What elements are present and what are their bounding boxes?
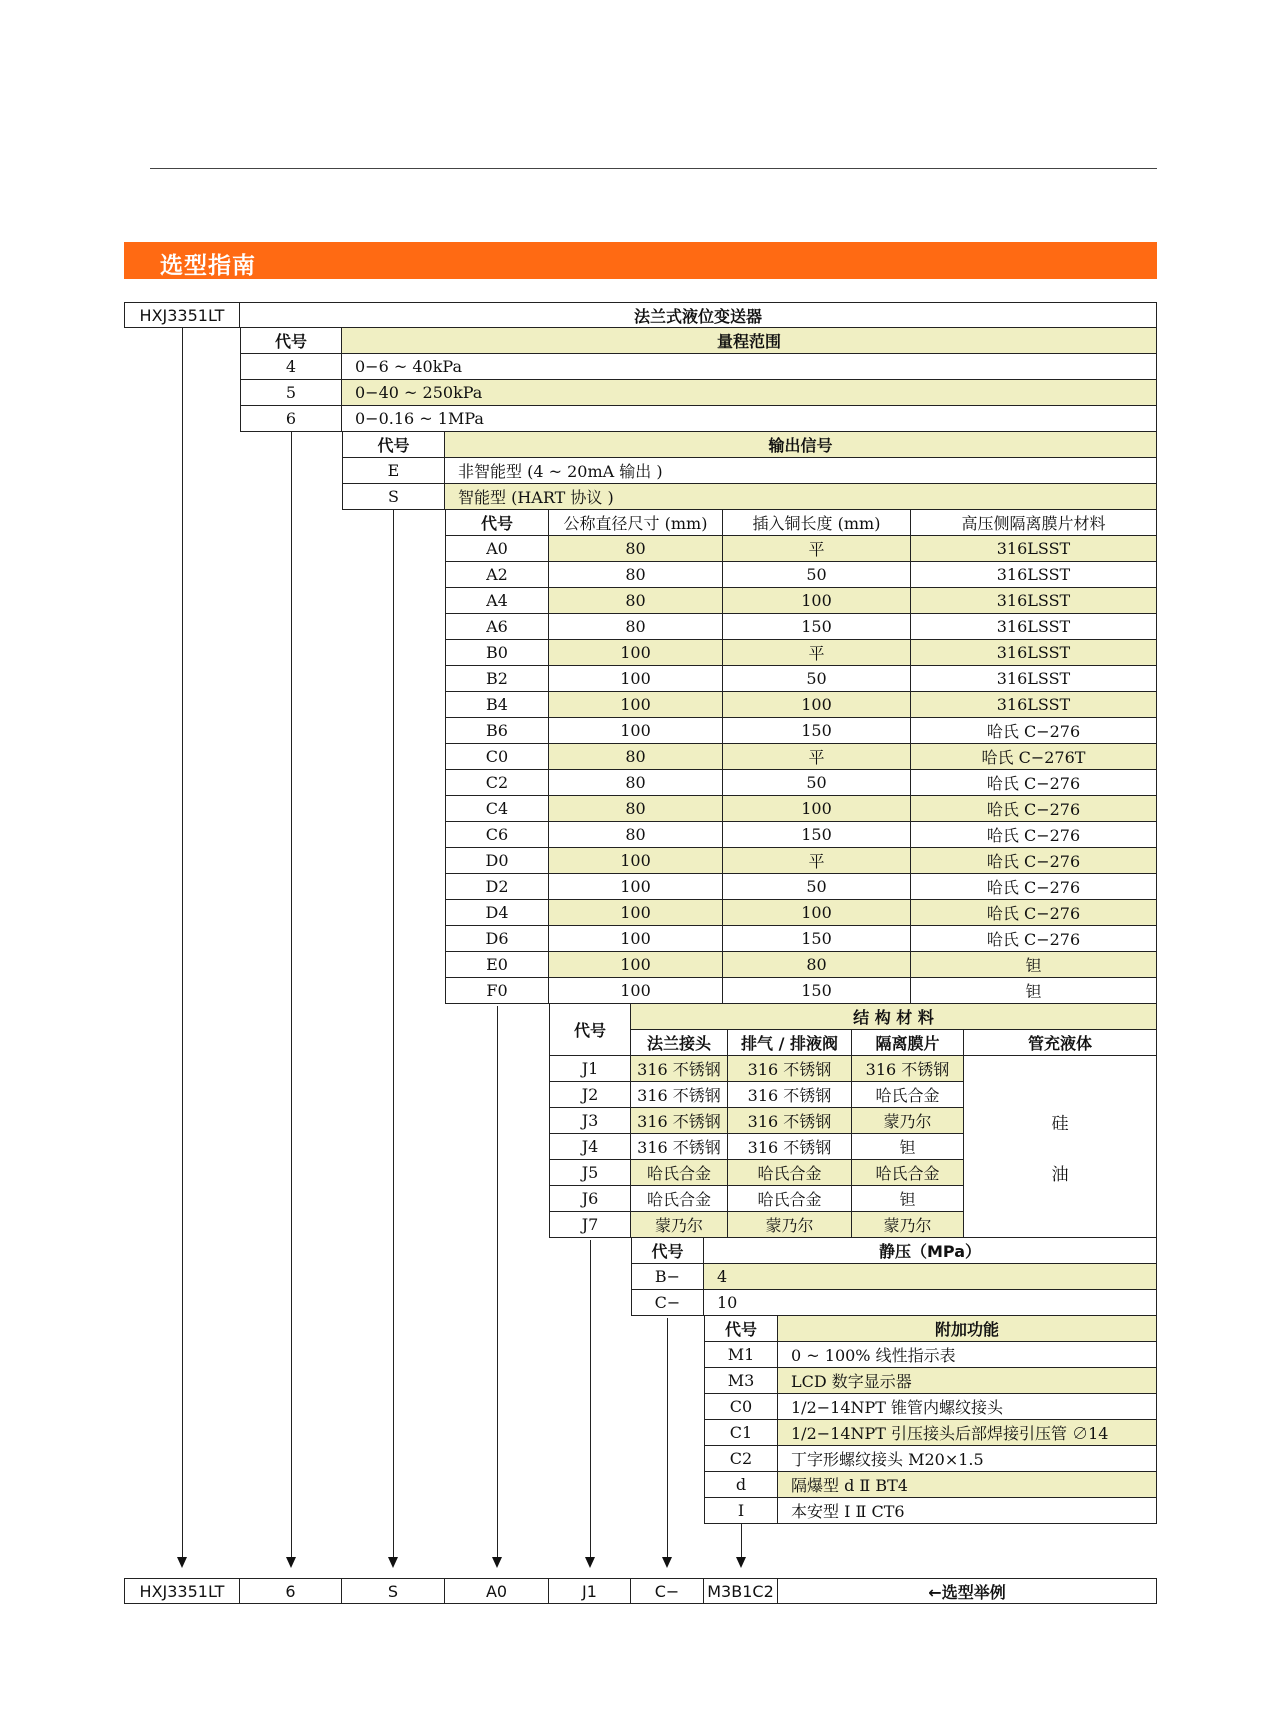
extra-header: 附加功能 xyxy=(778,1316,1157,1342)
extra-text: 1/2−14NPT 引压接头后部焊接引压管 ∅14 xyxy=(778,1420,1157,1446)
extra-text: 隔爆型 d Ⅱ BT4 xyxy=(778,1472,1157,1498)
extra-text: 0 ~ 100% 线性指示表 xyxy=(778,1342,1157,1368)
material-cell: 钽 xyxy=(852,1186,964,1212)
extra-code: M3 xyxy=(704,1368,778,1394)
example-part: J1 xyxy=(549,1578,631,1604)
output-text: 非智能型 (4 ~ 20mA 输出 ) xyxy=(445,458,1157,484)
flange-cell: 100 xyxy=(723,900,911,926)
pressure-code-header: 代号 xyxy=(631,1238,704,1264)
material-code: J4 xyxy=(549,1134,631,1160)
flange-header-1: 公称直径尺寸 (mm) xyxy=(549,510,723,536)
arrow-down-icon xyxy=(286,1557,296,1568)
flange-cell: 哈氏 C−276 xyxy=(911,874,1157,900)
flange-cell: 100 xyxy=(549,952,723,978)
flange-code: C6 xyxy=(445,822,549,848)
material-subheader-0: 法兰接头 xyxy=(631,1030,728,1056)
flange-cell: 150 xyxy=(723,978,911,1004)
example-part: HXJ3351LT xyxy=(124,1578,240,1604)
output-code: E xyxy=(342,458,445,484)
flange-code: B0 xyxy=(445,640,549,666)
flange-code: B6 xyxy=(445,718,549,744)
example-note: ←选型举例 xyxy=(778,1578,1157,1604)
extra-text: LCD 数字显示器 xyxy=(778,1368,1157,1394)
arrow-down-icon xyxy=(388,1557,398,1568)
material-cell: 316 不锈钢 xyxy=(728,1134,852,1160)
flange-cell: 316LSST xyxy=(911,666,1157,692)
flange-cell: 平 xyxy=(723,536,911,562)
flange-cell: 哈氏 C−276T xyxy=(911,744,1157,770)
fill-liquid-text: 硅 xyxy=(1051,1113,1069,1134)
flange-cell: 哈氏 C−276 xyxy=(911,718,1157,744)
section-title: 选型指南 xyxy=(160,253,256,279)
product-name: 法兰式液位变送器 xyxy=(240,302,1157,328)
flange-code: A6 xyxy=(445,614,549,640)
flange-cell: 80 xyxy=(549,822,723,848)
example-part: M3B1C2 xyxy=(704,1578,778,1604)
flange-cell: 100 xyxy=(549,640,723,666)
material-cell: 蒙乃尔 xyxy=(631,1212,728,1238)
flange-cell: 50 xyxy=(723,770,911,796)
flange-cell: 80 xyxy=(549,614,723,640)
range-code: 5 xyxy=(240,380,342,406)
flange-cell: 80 xyxy=(549,770,723,796)
flange-cell: 100 xyxy=(549,874,723,900)
range-code: 6 xyxy=(240,406,342,432)
flange-cell: 哈氏 C−276 xyxy=(911,900,1157,926)
pressure-code: C− xyxy=(631,1290,704,1316)
material-cell: 蒙乃尔 xyxy=(852,1108,964,1134)
flange-cell: 316LSST xyxy=(911,562,1157,588)
extra-connector xyxy=(741,1524,742,1558)
material-cell: 哈氏合金 xyxy=(852,1160,964,1186)
flange-code: D2 xyxy=(445,874,549,900)
extra-code-header: 代号 xyxy=(704,1316,778,1342)
flange-connector xyxy=(497,1006,498,1558)
flange-cell: 100 xyxy=(549,978,723,1004)
material-code: J7 xyxy=(549,1212,631,1238)
example-part: S xyxy=(342,1578,445,1604)
flange-cell: 316LSST xyxy=(911,640,1157,666)
arrow-down-icon xyxy=(662,1557,672,1568)
arrow-down-icon xyxy=(177,1557,187,1568)
material-subheader-1: 排气 / 排液阀 xyxy=(728,1030,852,1056)
extra-text: 丁字形螺纹接头 M20×1.5 xyxy=(778,1446,1157,1472)
flange-cell: 80 xyxy=(549,588,723,614)
flange-cell: 316LSST xyxy=(911,536,1157,562)
arrow-down-icon xyxy=(736,1557,746,1568)
flange-cell: 80 xyxy=(549,744,723,770)
flange-cell: 316LSST xyxy=(911,588,1157,614)
flange-code: A0 xyxy=(445,536,549,562)
flange-cell: 哈氏 C−276 xyxy=(911,848,1157,874)
material-cell: 哈氏合金 xyxy=(728,1186,852,1212)
flange-cell: 钽 xyxy=(911,978,1157,1004)
flange-code: F0 xyxy=(445,978,549,1004)
model-connector xyxy=(182,328,183,1558)
material-cell: 蒙乃尔 xyxy=(728,1212,852,1238)
output-text: 智能型 (HART 协议 ) xyxy=(445,484,1157,510)
extra-code: d xyxy=(704,1472,778,1498)
material-cell: 哈氏合金 xyxy=(631,1160,728,1186)
flange-code: C4 xyxy=(445,796,549,822)
pressure-text: 4 xyxy=(704,1264,1157,1290)
range-text: 0−40 ~ 250kPa xyxy=(342,380,1157,406)
material-cell: 316 不锈钢 xyxy=(631,1082,728,1108)
arrow-down-icon xyxy=(585,1557,595,1568)
flange-code: E0 xyxy=(445,952,549,978)
material-cell: 钽 xyxy=(852,1134,964,1160)
flange-cell: 哈氏 C−276 xyxy=(911,770,1157,796)
range-text: 0−6 ~ 40kPa xyxy=(342,354,1157,380)
material-connector xyxy=(590,1240,591,1558)
flange-cell: 50 xyxy=(723,874,911,900)
material-subheader-3: 管充液体 xyxy=(964,1030,1157,1056)
flange-cell: 100 xyxy=(549,666,723,692)
flange-cell: 100 xyxy=(723,692,911,718)
flange-cell: 50 xyxy=(723,562,911,588)
flange-code: D0 xyxy=(445,848,549,874)
range-code: 4 xyxy=(240,354,342,380)
flange-cell: 150 xyxy=(723,718,911,744)
flange-code: C2 xyxy=(445,770,549,796)
flange-cell: 150 xyxy=(723,822,911,848)
example-part: C− xyxy=(631,1578,704,1604)
flange-cell: 平 xyxy=(723,744,911,770)
flange-cell: 平 xyxy=(723,848,911,874)
extra-code: C2 xyxy=(704,1446,778,1472)
output-code-header: 代号 xyxy=(342,432,445,458)
pressure-connector xyxy=(667,1318,668,1558)
material-cell: 哈氏合金 xyxy=(728,1160,852,1186)
material-code: J1 xyxy=(549,1056,631,1082)
flange-cell: 100 xyxy=(723,796,911,822)
material-cell: 316 不锈钢 xyxy=(728,1108,852,1134)
pressure-code: B− xyxy=(631,1264,704,1290)
example-part: A0 xyxy=(445,1578,549,1604)
extra-code: C0 xyxy=(704,1394,778,1420)
range-header: 量程范围 xyxy=(342,328,1157,354)
flange-header-2: 插入铜长度 (mm) xyxy=(723,510,911,536)
flange-cell: 150 xyxy=(723,926,911,952)
material-cell: 316 不锈钢 xyxy=(728,1056,852,1082)
top-rule xyxy=(150,168,1157,169)
example-part: 6 xyxy=(240,1578,342,1604)
flange-cell: 哈氏 C−276 xyxy=(911,926,1157,952)
material-cell: 蒙乃尔 xyxy=(852,1212,964,1238)
flange-cell: 80 xyxy=(549,796,723,822)
flange-code: C0 xyxy=(445,744,549,770)
flange-cell: 钽 xyxy=(911,952,1157,978)
material-cell: 哈氏合金 xyxy=(852,1082,964,1108)
material-cell: 316 不锈钢 xyxy=(631,1134,728,1160)
flange-cell: 100 xyxy=(549,718,723,744)
flange-code: B4 xyxy=(445,692,549,718)
flange-cell: 哈氏 C−276 xyxy=(911,796,1157,822)
flange-cell: 100 xyxy=(549,900,723,926)
material-code: J5 xyxy=(549,1160,631,1186)
model-code: HXJ3351LT xyxy=(124,302,240,328)
extra-text: 本安型 Ⅰ Ⅱ CT6 xyxy=(778,1498,1157,1524)
material-cell: 316 不锈钢 xyxy=(631,1056,728,1082)
flange-cell: 80 xyxy=(723,952,911,978)
flange-code: B2 xyxy=(445,666,549,692)
material-header: 结 构 材 料 xyxy=(631,1004,1157,1030)
material-cell: 316 不锈钢 xyxy=(631,1108,728,1134)
flange-cell: 平 xyxy=(723,640,911,666)
material-cell: 316 不锈钢 xyxy=(852,1056,964,1082)
arrow-down-icon xyxy=(492,1557,502,1568)
extra-text: 1/2−14NPT 锥管内螺纹接头 xyxy=(778,1394,1157,1420)
extra-code: M1 xyxy=(704,1342,778,1368)
flange-header-3: 高压侧隔离膜片材料 xyxy=(911,510,1157,536)
pressure-text: 10 xyxy=(704,1290,1157,1316)
flange-code: D4 xyxy=(445,900,549,926)
extra-code: C1 xyxy=(704,1420,778,1446)
material-cell: 哈氏合金 xyxy=(631,1186,728,1212)
flange-cell: 100 xyxy=(549,848,723,874)
range-connector xyxy=(291,432,292,1558)
extra-code: I xyxy=(704,1498,778,1524)
flange-cell: 100 xyxy=(723,588,911,614)
fill-liquid xyxy=(964,1056,1157,1238)
output-header: 输出信号 xyxy=(445,432,1157,458)
material-subheader-2: 隔离膜片 xyxy=(852,1030,964,1056)
flange-code: D6 xyxy=(445,926,549,952)
flange-code: A2 xyxy=(445,562,549,588)
flange-cell: 150 xyxy=(723,614,911,640)
flange-cell: 50 xyxy=(723,666,911,692)
section-banner xyxy=(124,242,1157,279)
material-code: J3 xyxy=(549,1108,631,1134)
output-connector xyxy=(393,510,394,1558)
flange-cell: 316LSST xyxy=(911,614,1157,640)
range-text: 0−0.16 ~ 1MPa xyxy=(342,406,1157,432)
range-code-header: 代号 xyxy=(240,328,342,354)
flange-cell: 100 xyxy=(549,926,723,952)
output-code: S xyxy=(342,484,445,510)
flange-cell: 哈氏 C−276 xyxy=(911,822,1157,848)
material-code-header: 代号 xyxy=(549,1004,631,1056)
flange-header-0: 代号 xyxy=(445,510,549,536)
flange-cell: 100 xyxy=(549,692,723,718)
pressure-header: 静压（MPa） xyxy=(704,1238,1157,1264)
flange-cell: 80 xyxy=(549,562,723,588)
flange-cell: 316LSST xyxy=(911,692,1157,718)
fill-liquid-text: 油 xyxy=(1051,1164,1069,1185)
material-cell: 316 不锈钢 xyxy=(728,1082,852,1108)
flange-cell: 80 xyxy=(549,536,723,562)
material-code: J2 xyxy=(549,1082,631,1108)
material-code: J6 xyxy=(549,1186,631,1212)
flange-code: A4 xyxy=(445,588,549,614)
